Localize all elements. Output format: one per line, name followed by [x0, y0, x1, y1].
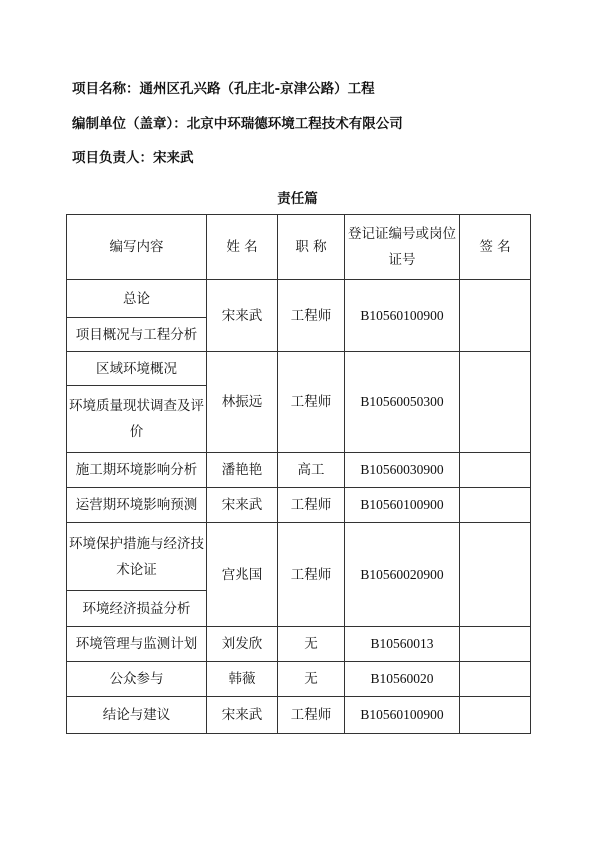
- header-title: 职 称: [278, 215, 345, 280]
- sign-cell: [460, 627, 531, 662]
- sign-cell: [460, 523, 531, 627]
- compiler-unit-line: 编制单位（盖章）：北京中环瑞德环境工程技术有限公司: [72, 116, 403, 132]
- table-row: [67, 627, 531, 662]
- title-cell: 高工: [278, 453, 345, 488]
- sign-cell: [460, 280, 531, 352]
- table-title: 责任篇: [277, 191, 318, 207]
- content-cell: 环境保护措施与经济技术论证: [67, 523, 207, 591]
- sign-cell: [460, 453, 531, 488]
- content-cell: 公众参与: [67, 662, 207, 697]
- project-name-line: 项目名称：通州区孔兴路（孔庄北-京津公路）工程: [72, 81, 375, 97]
- content-cell: 项目概况与工程分析: [67, 318, 207, 352]
- table-row: [67, 523, 531, 591]
- cert-cell: B10560100900: [345, 697, 460, 734]
- name-cell: 林振远: [207, 352, 278, 453]
- content-cell: 运营期环境影响预测: [67, 488, 207, 523]
- title-cell: 工程师: [278, 352, 345, 453]
- sign-cell: [460, 662, 531, 697]
- sign-cell: [460, 697, 531, 734]
- table-row: [67, 352, 531, 386]
- content-cell: 施工期环境影响分析: [67, 453, 207, 488]
- name-cell: 宫兆国: [207, 523, 278, 627]
- table-row: [67, 280, 531, 318]
- header-sign: 签 名: [460, 215, 531, 280]
- cert-cell: B10560020900: [345, 523, 460, 627]
- cert-cell: B10560100900: [345, 488, 460, 523]
- responsibility-table: [66, 214, 531, 734]
- project-leader-line: 项目负责人：宋来武: [72, 150, 194, 166]
- cert-cell: B10560020: [345, 662, 460, 697]
- content-cell: 环境经济损益分析: [67, 591, 207, 627]
- name-cell: 宋来武: [207, 280, 278, 352]
- table-row: [67, 488, 531, 523]
- name-cell: 宋来武: [207, 488, 278, 523]
- name-cell: 韩薇: [207, 662, 278, 697]
- content-cell: 环境管理与监测计划: [67, 627, 207, 662]
- title-cell: 工程师: [278, 697, 345, 734]
- title-cell: 工程师: [278, 523, 345, 627]
- header-cert: 登记证编号或岗位证号: [345, 215, 460, 280]
- header-content: 编写内容: [67, 215, 207, 280]
- title-cell: 无: [278, 627, 345, 662]
- table-row: [67, 453, 531, 488]
- cert-cell: B10560030900: [345, 453, 460, 488]
- title-cell: 工程师: [278, 488, 345, 523]
- title-cell: 无: [278, 662, 345, 697]
- table-row: [67, 697, 531, 734]
- name-cell: 潘艳艳: [207, 453, 278, 488]
- cert-cell: B10560013: [345, 627, 460, 662]
- cert-cell: B10560050300: [345, 352, 460, 453]
- table-row: [67, 662, 531, 697]
- content-cell: 区域环境概况: [67, 352, 207, 386]
- header-name: 姓 名: [207, 215, 278, 280]
- content-cell: 结论与建议: [67, 697, 207, 734]
- content-cell: 总论: [67, 280, 207, 318]
- sign-cell: [460, 352, 531, 453]
- cert-cell: B10560100900: [345, 280, 460, 352]
- content-cell: 环境质量现状调查及评价: [67, 386, 207, 453]
- name-cell: 刘发欣: [207, 627, 278, 662]
- table-header-row: [67, 215, 531, 280]
- sign-cell: [460, 488, 531, 523]
- name-cell: 宋来武: [207, 697, 278, 734]
- title-cell: 工程师: [278, 280, 345, 352]
